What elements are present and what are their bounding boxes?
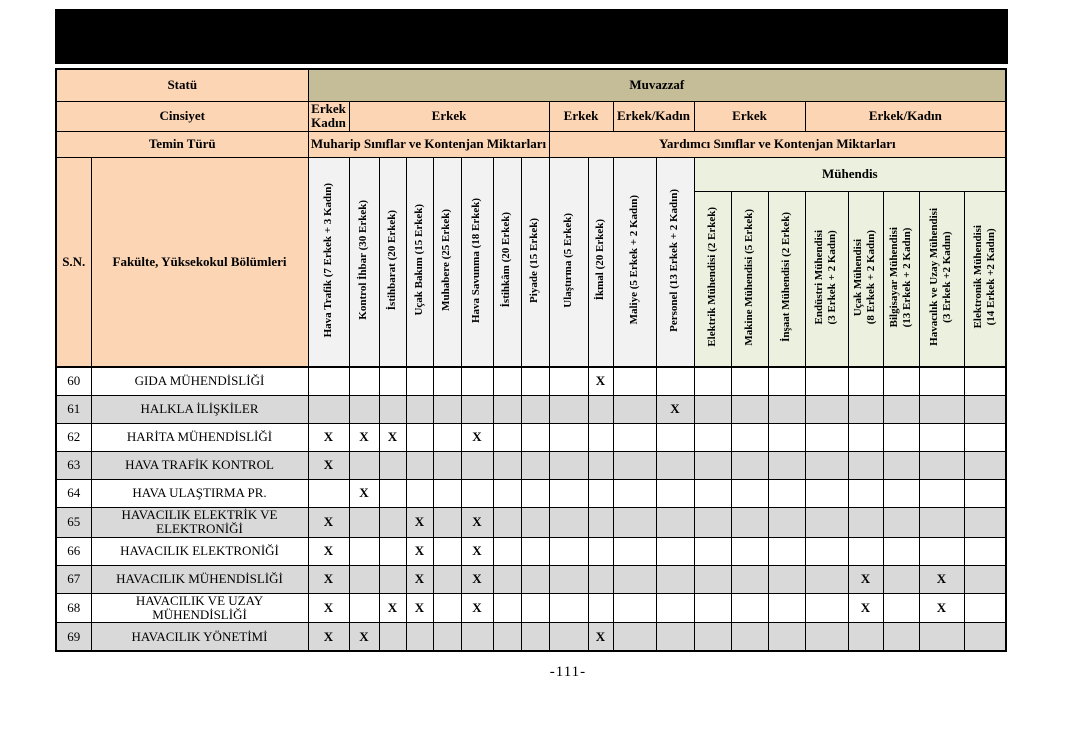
empty-cell [433,396,461,424]
empty-cell [964,593,1006,623]
empty-cell [805,623,848,652]
x-mark-cell: X [406,565,433,593]
empty-cell [308,480,349,508]
gender-cell: Erkek [349,101,549,131]
empty-cell [406,424,433,452]
empty-cell [349,367,379,396]
empty-cell [768,537,805,565]
empty-cell [694,367,731,396]
x-mark-cell: X [848,593,883,623]
empty-cell [848,537,883,565]
empty-cell [656,593,694,623]
empty-cell [549,367,588,396]
empty-cell [805,508,848,538]
x-mark-cell: X [919,565,964,593]
x-mark-cell: X [588,367,613,396]
empty-cell [964,396,1006,424]
empty-cell [349,396,379,424]
empty-cell [588,424,613,452]
empty-cell [406,396,433,424]
empty-cell [805,452,848,480]
empty-cell [656,480,694,508]
empty-cell [964,367,1006,396]
empty-cell [694,565,731,593]
empty-cell [656,623,694,652]
empty-cell [805,396,848,424]
x-mark-cell: X [406,593,433,623]
empty-cell [493,424,521,452]
column-header-label: Piyade (15 Erkek) [528,217,541,303]
empty-cell [493,452,521,480]
empty-cell [613,593,656,623]
empty-cell [768,424,805,452]
x-mark-cell: X [308,565,349,593]
auxiliary-classes-header: Yardımcı Sınıflar ve Kontenjan Miktarları [549,131,1006,157]
empty-cell [493,565,521,593]
empty-cell [379,565,406,593]
x-mark-cell: X [308,537,349,565]
empty-cell [656,537,694,565]
empty-cell [493,623,521,652]
empty-cell [883,623,919,652]
empty-cell [406,623,433,652]
department-name: HAVACILIK ELEKTRİK VE ELEKTRONİĞİ [91,508,308,538]
column-header-label: Makine Mühendisi (5 Erkek) [742,208,755,346]
empty-cell [848,424,883,452]
empty-cell [613,565,656,593]
empty-cell [768,508,805,538]
empty-cell [549,537,588,565]
gender-cell: Erkek [694,101,805,131]
department-name: HAVACILIK YÖNETİMİ [91,623,308,652]
empty-cell [549,480,588,508]
empty-cell [768,367,805,396]
column-header [433,157,461,367]
empty-cell [805,537,848,565]
x-mark-cell: X [461,508,493,538]
table-row [56,452,1006,480]
empty-cell [349,508,379,538]
column-header-label: Personel (13 Erkek + 2 Kadın) [668,188,681,332]
empty-cell [613,480,656,508]
x-mark-cell: X [308,424,349,452]
column-header [919,191,964,367]
column-header [694,191,731,367]
empty-cell [406,367,433,396]
empty-cell [805,480,848,508]
table-row [56,623,1006,652]
column-header-row-top [56,157,1006,191]
empty-cell [919,452,964,480]
department-name: HAVA TRAFİK KONTROL [91,452,308,480]
column-header-label: Uçak Mühendisi (8 Erkek + 2 Kadın) [852,229,878,325]
empty-cell [588,452,613,480]
empty-cell [656,508,694,538]
empty-cell [883,565,919,593]
empty-cell [694,396,731,424]
empty-cell [964,508,1006,538]
empty-cell [919,537,964,565]
empty-cell [694,593,731,623]
empty-cell [493,593,521,623]
empty-cell [694,424,731,452]
department-name: GIDA MÜHENDİSLİĞİ [91,367,308,396]
empty-cell [768,623,805,652]
row-number: 66 [56,537,91,565]
row-number: 69 [56,623,91,652]
empty-cell [805,367,848,396]
column-header-label: Uçak Bakım (15 Erkek) [412,204,425,316]
empty-cell [588,565,613,593]
empty-cell [433,480,461,508]
empty-cell [521,537,549,565]
table-row [56,565,1006,593]
department-column-header: Fakülte, Yüksekokul Bölümleri [91,157,308,367]
column-header [549,157,588,367]
empty-cell [308,367,349,396]
column-header-label: Kontrol İhbar (30 Erkek) [357,200,370,320]
empty-cell [433,623,461,652]
empty-cell [656,367,694,396]
page-number: -111- [549,664,587,680]
department-name: HAVA ULAŞTIRMA PR. [91,480,308,508]
empty-cell [883,424,919,452]
row-number: 62 [56,424,91,452]
empty-cell [521,623,549,652]
column-header [461,157,493,367]
column-header [406,157,433,367]
sn-column-header: S.N. [56,157,91,367]
row-number: 67 [56,565,91,593]
empty-cell [406,480,433,508]
empty-cell [521,367,549,396]
column-header [521,157,549,367]
column-header-label: Endüstri Mühendisi (3 Erkek + 2 Kadın) [813,229,839,325]
table-row [56,508,1006,538]
x-mark-cell: X [308,452,349,480]
gender-cell: Erkek/Kadın [805,101,1006,131]
column-header [805,191,848,367]
empty-cell [848,396,883,424]
department-name: HAVACILIK VE UZAY MÜHENDİSLİĞİ [91,593,308,623]
column-header-label: Havacılık ve Uzay Mühendisi (3 Erkek +2 Kadın) [928,208,954,346]
empty-cell [694,623,731,652]
empty-cell [919,508,964,538]
empty-cell [379,396,406,424]
table-row [56,480,1006,508]
x-mark-cell: X [379,593,406,623]
x-mark-cell: X [349,424,379,452]
empty-cell [521,452,549,480]
empty-cell [768,480,805,508]
empty-cell [656,565,694,593]
row-number: 65 [56,508,91,538]
empty-cell [731,452,768,480]
column-header-label: Hava Trafik (7 Erkek + 3 Kadın) [321,182,334,338]
empty-cell [588,396,613,424]
empty-cell [549,396,588,424]
empty-cell [461,623,493,652]
column-header-label: İnşaat Mühendisi (2 Erkek) [779,212,792,343]
empty-cell [379,452,406,480]
column-header [848,191,883,367]
empty-cell [461,367,493,396]
empty-cell [613,537,656,565]
empty-cell [406,452,433,480]
empty-cell [493,396,521,424]
status-label: Statü [56,69,308,101]
empty-cell [493,367,521,396]
empty-cell [493,480,521,508]
x-mark-cell: X [379,424,406,452]
column-header [656,157,694,367]
x-mark-cell: X [848,565,883,593]
department-name: HARİTA MÜHENDİSLİĞİ [91,424,308,452]
gender-cell: Erkek/Kadın [613,101,694,131]
row-number: 60 [56,367,91,396]
table-row [56,593,1006,623]
empty-cell [461,396,493,424]
empty-cell [521,424,549,452]
column-header-label: İstihbarat (20 Erkek) [385,209,398,311]
empty-cell [883,396,919,424]
empty-cell [613,452,656,480]
empty-cell [805,424,848,452]
empty-cell [919,480,964,508]
empty-cell [379,623,406,652]
empty-cell [964,623,1006,652]
column-header [964,191,1006,367]
empty-cell [349,537,379,565]
empty-cell [919,623,964,652]
department-name: HALKLA İLİŞKİLER [91,396,308,424]
column-header [379,157,406,367]
gender-cell: Erkek [549,101,613,131]
department-name: HAVACILIK ELEKTRONİĞİ [91,537,308,565]
empty-cell [805,593,848,623]
table-row [56,424,1006,452]
empty-cell [549,593,588,623]
empty-cell [588,593,613,623]
row-number: 68 [56,593,91,623]
empty-cell [493,537,521,565]
empty-cell [731,565,768,593]
x-mark-cell: X [656,396,694,424]
empty-cell [613,508,656,538]
column-header [613,157,656,367]
empty-cell [308,396,349,424]
empty-cell [883,367,919,396]
empty-cell [493,508,521,538]
empty-cell [768,452,805,480]
empty-cell [461,452,493,480]
empty-cell [848,367,883,396]
gender-label: Cinsiyet [56,101,308,131]
empty-cell [768,396,805,424]
empty-cell [549,623,588,652]
empty-cell [379,508,406,538]
column-header-label: İstihkâm (20 Erkek) [500,212,513,308]
column-header-label: Hava Savunma (18 Erkek) [470,197,483,323]
empty-cell [805,565,848,593]
empty-cell [694,537,731,565]
column-header-label: Bilgisayar Mühendisi (13 Erkek + 2 Kadın) [887,226,913,328]
empty-cell [521,593,549,623]
column-header [731,191,768,367]
x-mark-cell: X [349,480,379,508]
empty-cell [964,537,1006,565]
combat-classes-header: Muharip Sınıflar ve Kontenjan Miktarları [308,131,549,157]
empty-cell [588,537,613,565]
supply-type-row [56,131,1006,157]
table-row [56,367,1006,396]
x-mark-cell: X [308,623,349,652]
empty-cell [964,565,1006,593]
column-header [588,157,613,367]
column-header [768,191,805,367]
empty-cell [768,565,805,593]
table-row [56,537,1006,565]
gender-cell: Erkek Kadın [308,101,349,131]
redacted-title-bar [55,9,1008,64]
x-mark-cell: X [308,508,349,538]
column-header-label: İkmal (20 Erkek) [593,219,606,301]
empty-cell [521,565,549,593]
empty-cell [433,452,461,480]
empty-cell [883,508,919,538]
empty-cell [549,565,588,593]
table-row [56,396,1006,424]
empty-cell [731,480,768,508]
column-header-label: Elektronik Mühendisi (14 Erkek +2 Kadın) [971,225,997,329]
empty-cell [521,480,549,508]
x-mark-cell: X [349,623,379,652]
column-header [493,157,521,367]
personnel-quota-table [55,68,1007,652]
empty-cell [656,452,694,480]
empty-cell [731,508,768,538]
empty-cell [613,623,656,652]
empty-cell [694,452,731,480]
empty-cell [883,452,919,480]
department-name: HAVACILIK MÜHENDİSLİĞİ [91,565,308,593]
empty-cell [848,508,883,538]
empty-cell [883,480,919,508]
x-mark-cell: X [919,593,964,623]
empty-cell [433,593,461,623]
x-mark-cell: X [461,565,493,593]
empty-cell [964,480,1006,508]
gender-row [56,101,1006,131]
empty-cell [731,396,768,424]
empty-cell [379,537,406,565]
empty-cell [964,452,1006,480]
empty-cell [848,623,883,652]
empty-cell [433,565,461,593]
status-row [56,69,1006,101]
empty-cell [731,367,768,396]
empty-cell [433,508,461,538]
supply-type-label: Temin Türü [56,131,308,157]
row-number: 61 [56,396,91,424]
empty-cell [549,452,588,480]
empty-cell [694,508,731,538]
empty-cell [379,367,406,396]
column-header-label: Elektrik Mühendisi (2 Erkek) [705,207,718,347]
empty-cell [613,396,656,424]
column-header-label: Muhabere (25 Erkek) [440,209,453,312]
x-mark-cell: X [461,593,493,623]
column-header-label: Ulaştırma (5 Erkek) [561,212,574,308]
empty-cell [549,508,588,538]
empty-cell [848,452,883,480]
empty-cell [848,480,883,508]
empty-cell [588,508,613,538]
status-value: Muvazzaf [308,69,1006,101]
empty-cell [919,424,964,452]
empty-cell [731,424,768,452]
engineer-group-header: Mühendis [694,157,1006,191]
empty-cell [731,593,768,623]
empty-cell [521,508,549,538]
empty-cell [549,424,588,452]
empty-cell [349,593,379,623]
empty-cell [613,424,656,452]
empty-cell [433,367,461,396]
empty-cell [433,537,461,565]
x-mark-cell: X [308,593,349,623]
empty-cell [694,480,731,508]
row-number: 63 [56,452,91,480]
empty-cell [964,424,1006,452]
empty-cell [588,480,613,508]
column-header [883,191,919,367]
column-header [308,157,349,367]
x-mark-cell: X [588,623,613,652]
empty-cell [521,396,549,424]
x-mark-cell: X [461,537,493,565]
column-header [349,157,379,367]
empty-cell [919,396,964,424]
empty-cell [768,593,805,623]
row-number: 64 [56,480,91,508]
empty-cell [883,593,919,623]
x-mark-cell: X [406,537,433,565]
empty-cell [379,480,406,508]
empty-cell [461,480,493,508]
empty-cell [919,367,964,396]
empty-cell [656,424,694,452]
empty-cell [433,424,461,452]
x-mark-cell: X [461,424,493,452]
column-header-label: Maliye (5 Erkek + 2 Kadın) [627,195,640,325]
empty-cell [349,452,379,480]
empty-cell [731,537,768,565]
empty-cell [613,367,656,396]
empty-cell [883,537,919,565]
empty-cell [731,623,768,652]
empty-cell [349,565,379,593]
x-mark-cell: X [406,508,433,538]
